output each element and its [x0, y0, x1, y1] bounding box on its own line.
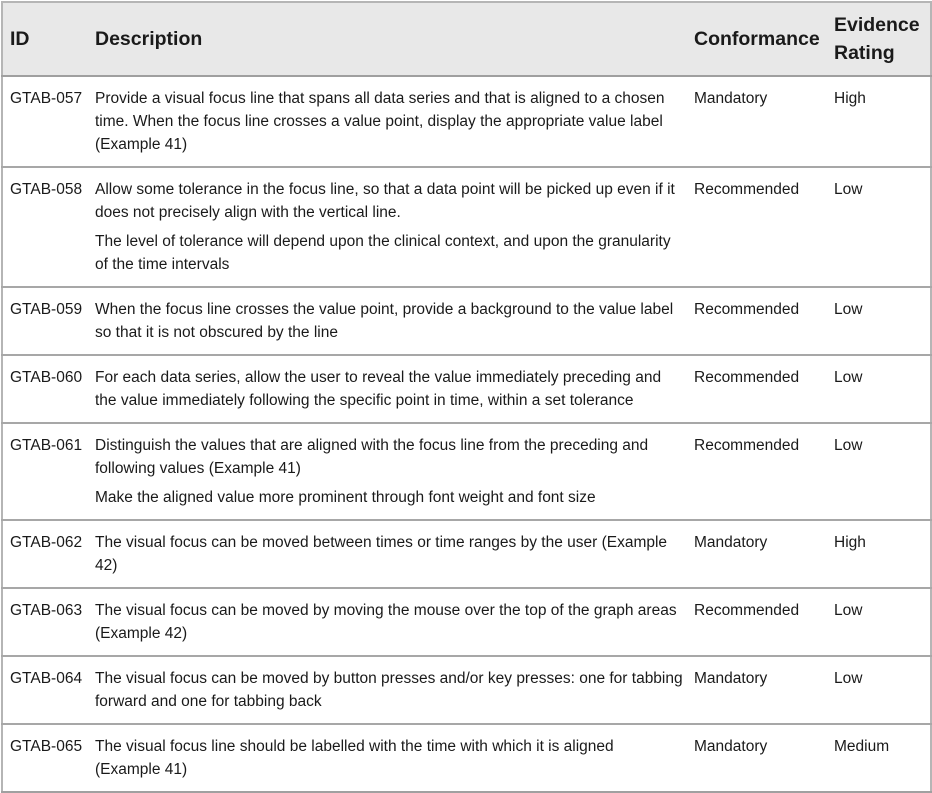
table-row: [2, 656, 931, 724]
cell-conformance: Mandatory: [687, 76, 827, 167]
description-paragraph: The visual focus can be moved between times or time ranges by the user (Example 42): [95, 534, 668, 574]
cell-id: GTAB-062: [2, 520, 88, 588]
description-paragraph: The visual focus line should be labelled with the time with which it is aligned (Example 41): [95, 738, 614, 778]
table-row: [2, 724, 931, 792]
description-paragraph: Provide a visual focus line that spans all data series and that is aligned to a chosen time. When the focus line crosses a value point, display the appropriate value label (Example 41): [95, 90, 665, 153]
cell-conformance: Recommended: [687, 423, 827, 520]
cell-evidence-rating: Medium: [827, 724, 931, 792]
header-description: Description: [88, 2, 687, 76]
cell-description: [88, 167, 687, 287]
cell-id: GTAB-065: [2, 724, 88, 792]
header-evidence-rating: [827, 2, 931, 76]
cell-conformance: Recommended: [687, 287, 827, 355]
table-header: [2, 2, 931, 76]
cell-description: [88, 423, 687, 520]
cell-id: GTAB-064: [2, 656, 88, 724]
cell-evidence-rating: High: [827, 520, 931, 588]
description-paragraph: Distinguish the values that are aligned with the focus line from the preceding and following values (Example 41): [95, 437, 649, 477]
cell-id: GTAB-061: [2, 423, 88, 520]
description-paragraph: Allow some tolerance in the focus line, so that a data point will be picked up even if it does not precisely align with the vertical line.: [95, 181, 675, 221]
description-paragraph: For each data series, allow the user to reveal the value immediately preceding and the value immediately following the specific point in time, within a set tolerance: [95, 369, 662, 409]
cell-conformance: Recommended: [687, 588, 827, 656]
table-row: [2, 588, 931, 656]
header-id: ID: [2, 2, 88, 76]
cell-evidence-rating: Low: [827, 287, 931, 355]
cell-evidence-rating: Low: [827, 423, 931, 520]
cell-id: GTAB-057: [2, 76, 88, 167]
description-paragraph: Make the aligned value more prominent through font weight and font size: [95, 489, 596, 506]
cell-conformance: Mandatory: [687, 656, 827, 724]
header-evidence-line2: Rating: [834, 42, 895, 64]
table-row: [2, 520, 931, 588]
cell-conformance: Recommended: [687, 355, 827, 423]
cell-evidence-rating: Low: [827, 167, 931, 287]
table-row: [2, 423, 931, 520]
cell-conformance: Mandatory: [687, 724, 827, 792]
cell-conformance: Recommended: [687, 167, 827, 287]
cell-evidence-rating: Low: [827, 355, 931, 423]
cell-conformance: Mandatory: [687, 520, 827, 588]
cell-id: GTAB-060: [2, 355, 88, 423]
cell-description: [88, 588, 687, 656]
cell-description: [88, 76, 687, 167]
description-paragraph: The level of tolerance will depend upon the clinical context, and upon the granularity of the time intervals: [95, 233, 671, 273]
description-paragraph: The visual focus can be moved by button presses and/or key presses: one for tabbing forward and one for tabbing back: [95, 670, 683, 710]
description-paragraph: When the focus line crosses the value point, provide a background to the value label so that it is not obscured by the line: [95, 301, 674, 341]
table-body: [2, 76, 931, 792]
cell-evidence-rating: Low: [827, 588, 931, 656]
cell-id: GTAB-063: [2, 588, 88, 656]
table-row: [2, 287, 931, 355]
cell-id: GTAB-058: [2, 167, 88, 287]
description-paragraph: The visual focus can be moved by moving the mouse over the top of the graph areas (Example 42): [95, 602, 677, 642]
cell-description: [88, 656, 687, 724]
cell-description: [88, 520, 687, 588]
cell-evidence-rating: Low: [827, 656, 931, 724]
header-conformance: Conformance: [687, 2, 827, 76]
table-row: [2, 355, 931, 423]
table-row: [2, 167, 931, 287]
cell-description: [88, 287, 687, 355]
header-row: [2, 2, 931, 76]
cell-description: [88, 724, 687, 792]
header-evidence-line1: Evidence: [834, 14, 920, 36]
guidelines-table: [1, 1, 932, 793]
cell-evidence-rating: High: [827, 76, 931, 167]
table-row: [2, 76, 931, 167]
cell-id: GTAB-059: [2, 287, 88, 355]
cell-description: [88, 355, 687, 423]
